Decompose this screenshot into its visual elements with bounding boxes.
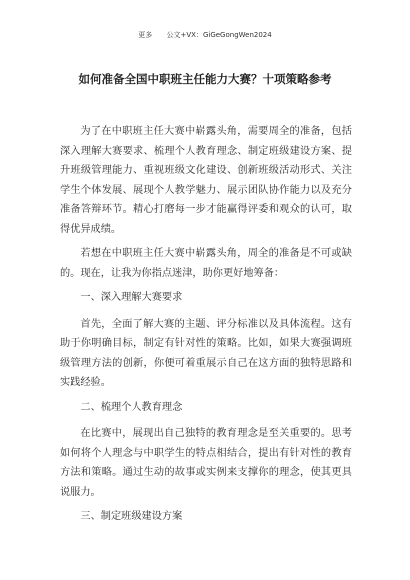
body-paragraph: 为了在中职班主任大赛中崭露头角，需要周全的准备，包括深入理解大赛要求、梳理个人教育理念、制定班级建设方案、提升班级管理能力、重视班级文化建设、创新班级活动形式、关注学生个体发展、展现个人教学魅力、展示团队协作能力以及充分准备答辩环节。精心打磨每一步才能赢得评委和观众的认可，取得优异成绩。 bbox=[60, 126, 352, 235]
document-body bbox=[60, 122, 352, 534]
document-title: 如何准备全国中职班主任能力大赛？十项策略参考 bbox=[78, 72, 332, 86]
header-contact: 公文+VX：GiGeGongWen2024 bbox=[166, 31, 272, 39]
body-paragraph: 在比赛中，展现出自己独特的教育理念是至关重要的。思考如何将个人理念与中职学生的特点相结合，提出有针对性的教育方法和策略。通过生动的故事或实例来支撑你的理念，使其更具说服力。 bbox=[60, 428, 352, 498]
body-paragraph: 首先，全面了解大赛的主题、评分标准以及具体流程。这有助于你明确目标，制定有针对性的策略。比如，如果大赛强调班级管理方法的创新，你便可着重展示自己在这方面的独特思路和实践经验。 bbox=[60, 318, 352, 388]
section-heading: 三、制定班级建设方案 bbox=[80, 511, 183, 522]
body-paragraph: 若想在中职班主任大赛中崭露头角，周全的准备是不可或缺的。现在，让我为你指点迷津，助你更好地筹备： bbox=[60, 248, 352, 279]
header-more-link[interactable]: 更多 bbox=[138, 31, 153, 39]
page-header bbox=[0, 30, 410, 40]
section-heading: 二、梳理个人教育理念 bbox=[80, 401, 183, 413]
section-heading: 一、深入理解大赛要求 bbox=[80, 292, 183, 303]
